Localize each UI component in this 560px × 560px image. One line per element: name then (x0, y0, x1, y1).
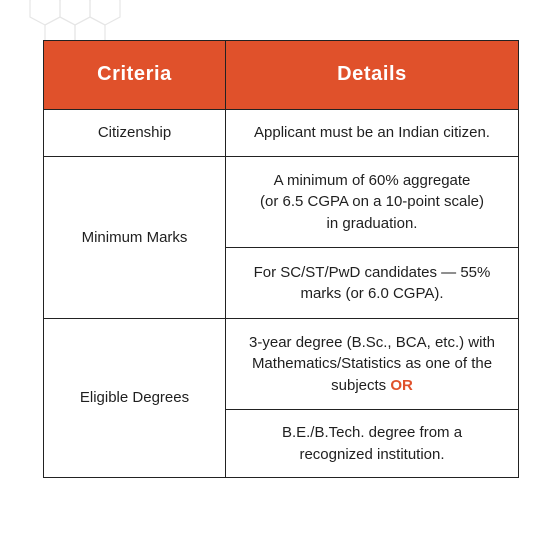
eligibility-table (43, 40, 519, 478)
table-row (44, 319, 519, 410)
table-row (44, 157, 519, 248)
detail-line: For SC/ST/PwD candidates — 55% (253, 263, 491, 281)
detail-line: A minimum of 60% aggregate (273, 171, 471, 189)
eligible-degrees-label: Eligible Degrees (44, 319, 226, 478)
hexagon-pattern-icon (0, 0, 200, 45)
eligible-degrees-detail-3yr (226, 319, 519, 410)
citizenship-detail: Applicant must be an Indian citizen. (226, 110, 519, 157)
detail-line: Mathematics/Statistics as one of the (251, 355, 493, 373)
detail-line: in graduation. (326, 214, 418, 232)
detail-line: 3-year degree (B.Sc., BCA, etc.) with (249, 333, 495, 351)
citizenship-label: Citizenship (44, 110, 226, 157)
detail-line-with-or (236, 375, 508, 397)
detail-line-text: subjects (331, 376, 387, 394)
detail-line: (or 6.5 CGPA on a 10-point scale) (259, 193, 484, 211)
details-header: Details (226, 41, 519, 110)
minimum-marks-label: Minimum Marks (44, 157, 226, 319)
detail-line: marks (or 6.0 CGPA). (300, 285, 444, 302)
detail-line: B.E./B.Tech. degree from a (281, 424, 463, 441)
or-highlight: OR (390, 376, 413, 394)
table-header-row (44, 41, 519, 110)
minimum-marks-detail-reserved (226, 248, 519, 319)
minimum-marks-detail-general (226, 157, 519, 248)
criteria-header: Criteria (44, 41, 226, 110)
eligible-degrees-detail-be (226, 410, 519, 478)
table-row (44, 110, 519, 157)
detail-line: recognized institution. (299, 445, 445, 463)
